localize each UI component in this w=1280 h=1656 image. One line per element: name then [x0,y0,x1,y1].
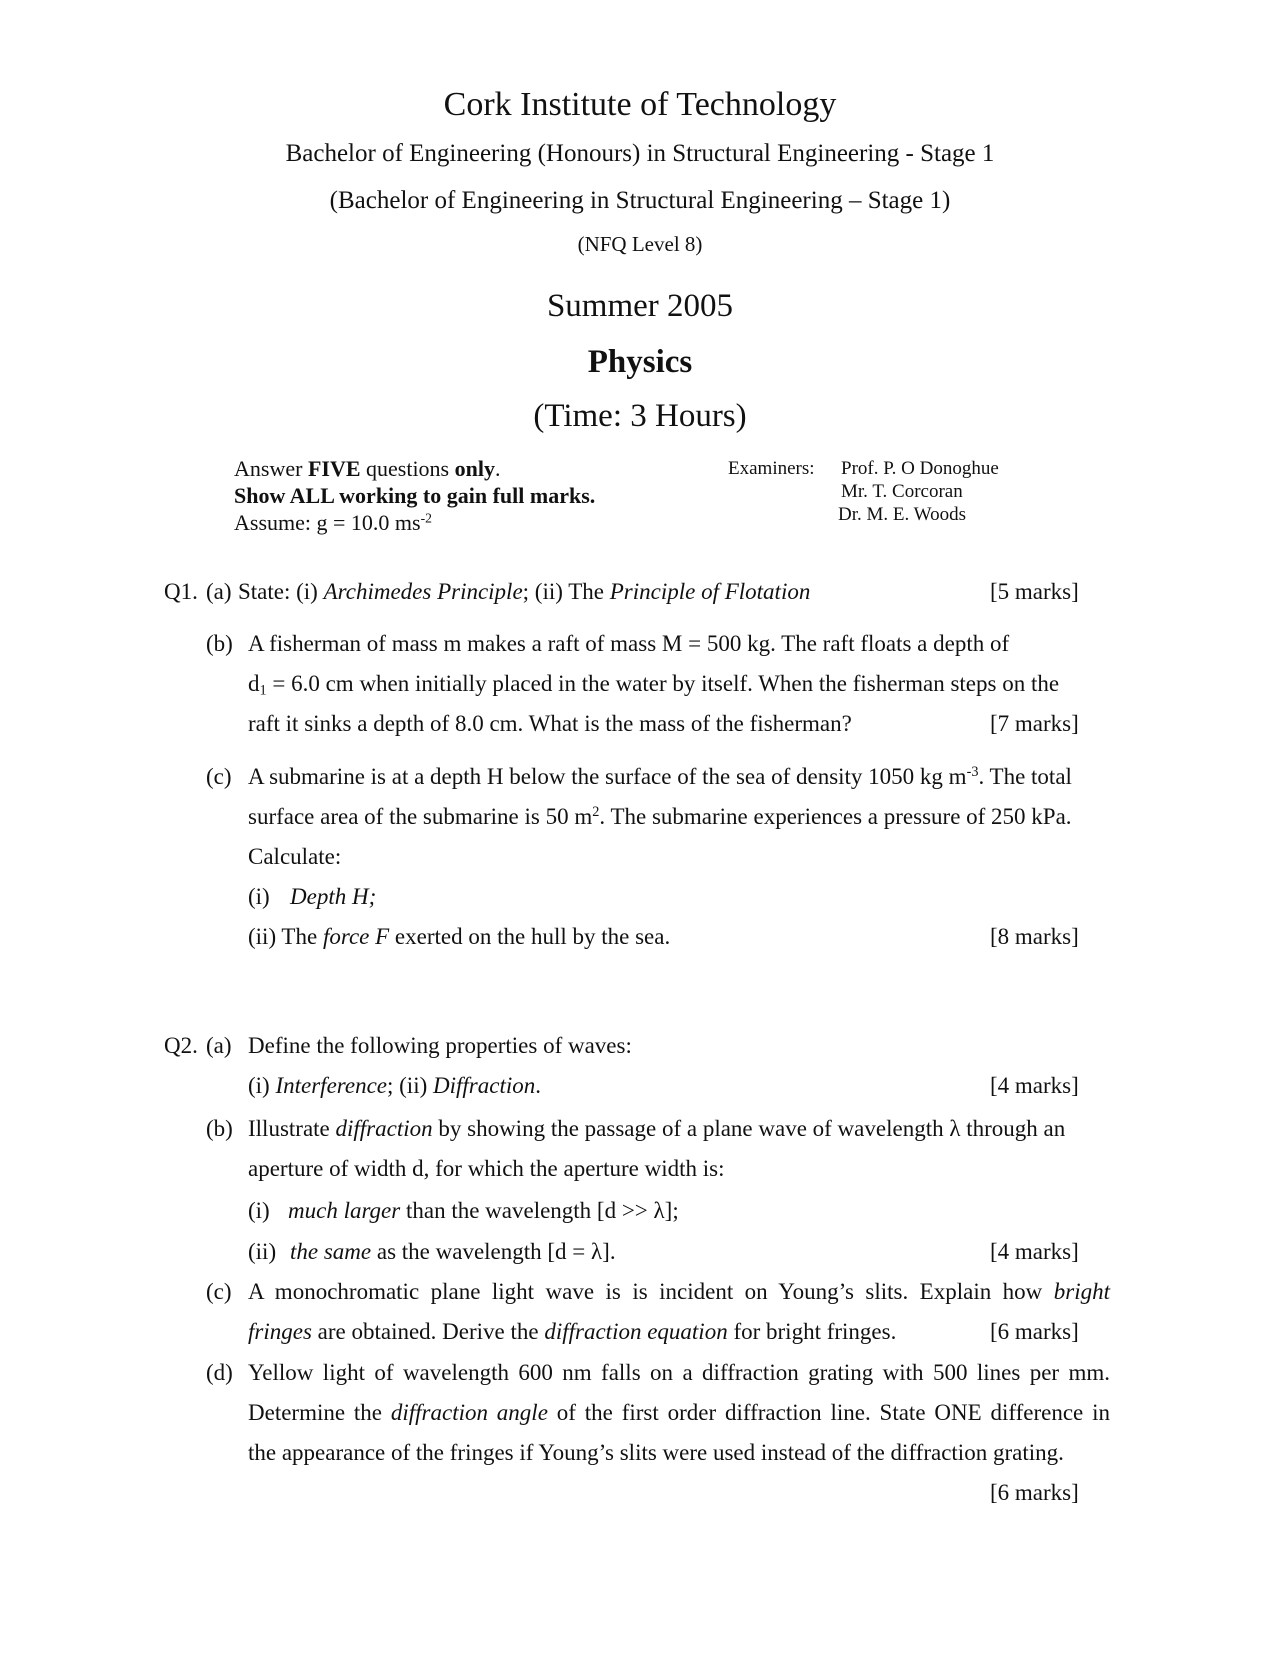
nfq-level: (NFQ Level 8) [577,232,703,256]
q2-c-line: fringes are obtained. Derive the diffraction equation for bright fringes. [248,1319,897,1344]
q2-b-i-label: (i) [248,1198,270,1223]
q1-c-i-label: (i) [248,884,270,909]
exam-subject: Physics [587,344,693,380]
q1-b-label: (b) [206,631,233,656]
q1-c-ii-text: (ii) The force F exerted on the hull by the sea. [248,924,671,949]
q2-b-ii-text: the same as the wavelength [d = λ]. [290,1239,616,1264]
q1-a-text: State: (i) Archimedes Principle; (ii) The Principle of Flotation [238,579,811,604]
q2-a-label: (a) [206,1033,232,1058]
gravity-assumption: Assume: g = 10.0 $ms^{-2}$ [234,510,432,535]
exam-duration: (Time: 3 Hours) [533,398,747,434]
marks-label: [5 marks] [990,579,1079,604]
question-number: Q1. [164,579,198,604]
working-instruction: Show ALL working to gain full marks. [234,483,596,508]
marks-label: [7 marks] [990,711,1079,736]
q1-c-line: surface area of the submarine is 50 $m^2$. The submarine experiences a pressure of 250 kPa. [248,804,1072,829]
marks-label: [6 marks] [990,1319,1079,1344]
marks-label: [4 marks] [990,1073,1079,1098]
q2-d-line: Yellow light of wavelength 600 nm falls on a diffraction grating with 500 lines per mm. [248,1360,1110,1385]
examiner-name: Prof. P. O Donoghue [841,458,999,479]
q1-a-label: (a) [206,579,232,604]
examiner-name: Dr. M. E. Woods [838,504,966,525]
q1-c-label: (c) [206,764,232,789]
institution-title: Cork Institute of Technology [443,86,837,123]
q2-b-line: Illustrate diffraction by showing the passage of a plane wave of wavelength λ through an [248,1116,1066,1141]
examiners-label: Examiners: [728,458,815,479]
question-number: Q2. [164,1033,198,1058]
examiner-name: Mr. T. Corcoran [841,481,963,502]
marks-label: [6 marks] [990,1480,1079,1505]
q2-a-line: Define the following properties of waves: [248,1033,632,1058]
exam-session: Summer 2005 [546,288,734,324]
q2-a-line: (i) Interference; (ii) Diffraction. [248,1073,541,1098]
q1-b-line: raft it sinks a depth of 8.0 cm. What is the mass of the fisherman? [248,711,852,736]
q2-c-label: (c) [206,1279,232,1304]
marks-label: [8 marks] [990,924,1079,949]
q2-b-i-text: much larger than the wavelength [d >> λ]; [288,1198,679,1223]
q1-c-i-text: Depth H; [290,884,377,909]
programme-alt-title: (Bachelor of Engineering in Structural Engineering – Stage 1) [329,187,951,214]
q1-b-line: A fisherman of mass m makes a raft of mass M = 500 kg. The raft floats a depth of [248,631,1010,656]
q2-b-line: aperture of width d, for which the aperture width is: [248,1156,725,1181]
q2-d-line: Determine the diffraction angle of the first order diffraction line. State ONE difference in [248,1400,1111,1425]
q1-b-line: $d_1 = 6.0$ cm when initially placed in the water by itself. When the fisherman steps on the [248,671,1060,699]
q2-d-label: (d) [206,1360,233,1385]
q2-c-line: A monochromatic plane light wave is is incident on Young’s slits. Explain how bright [248,1279,1110,1304]
q2-b-label: (b) [206,1116,233,1141]
q1-c-line: Calculate: [248,844,342,869]
q2-b-ii-label: (ii) [248,1239,277,1264]
q2-d-line: the appearance of the fringes if Young’s slits were used instead of the diffraction grating. [248,1440,1064,1465]
answer-instruction: Answer FIVE questions only. [234,456,501,481]
q1-c-line: A submarine is at a depth H below the surface of the sea of density 1050 kg $m^{-3}$. The total [248,764,1072,789]
marks-label: [4 marks] [990,1239,1079,1264]
programme-title: Bachelor of Engineering (Honours) in Structural Engineering - Stage 1 [285,140,995,167]
